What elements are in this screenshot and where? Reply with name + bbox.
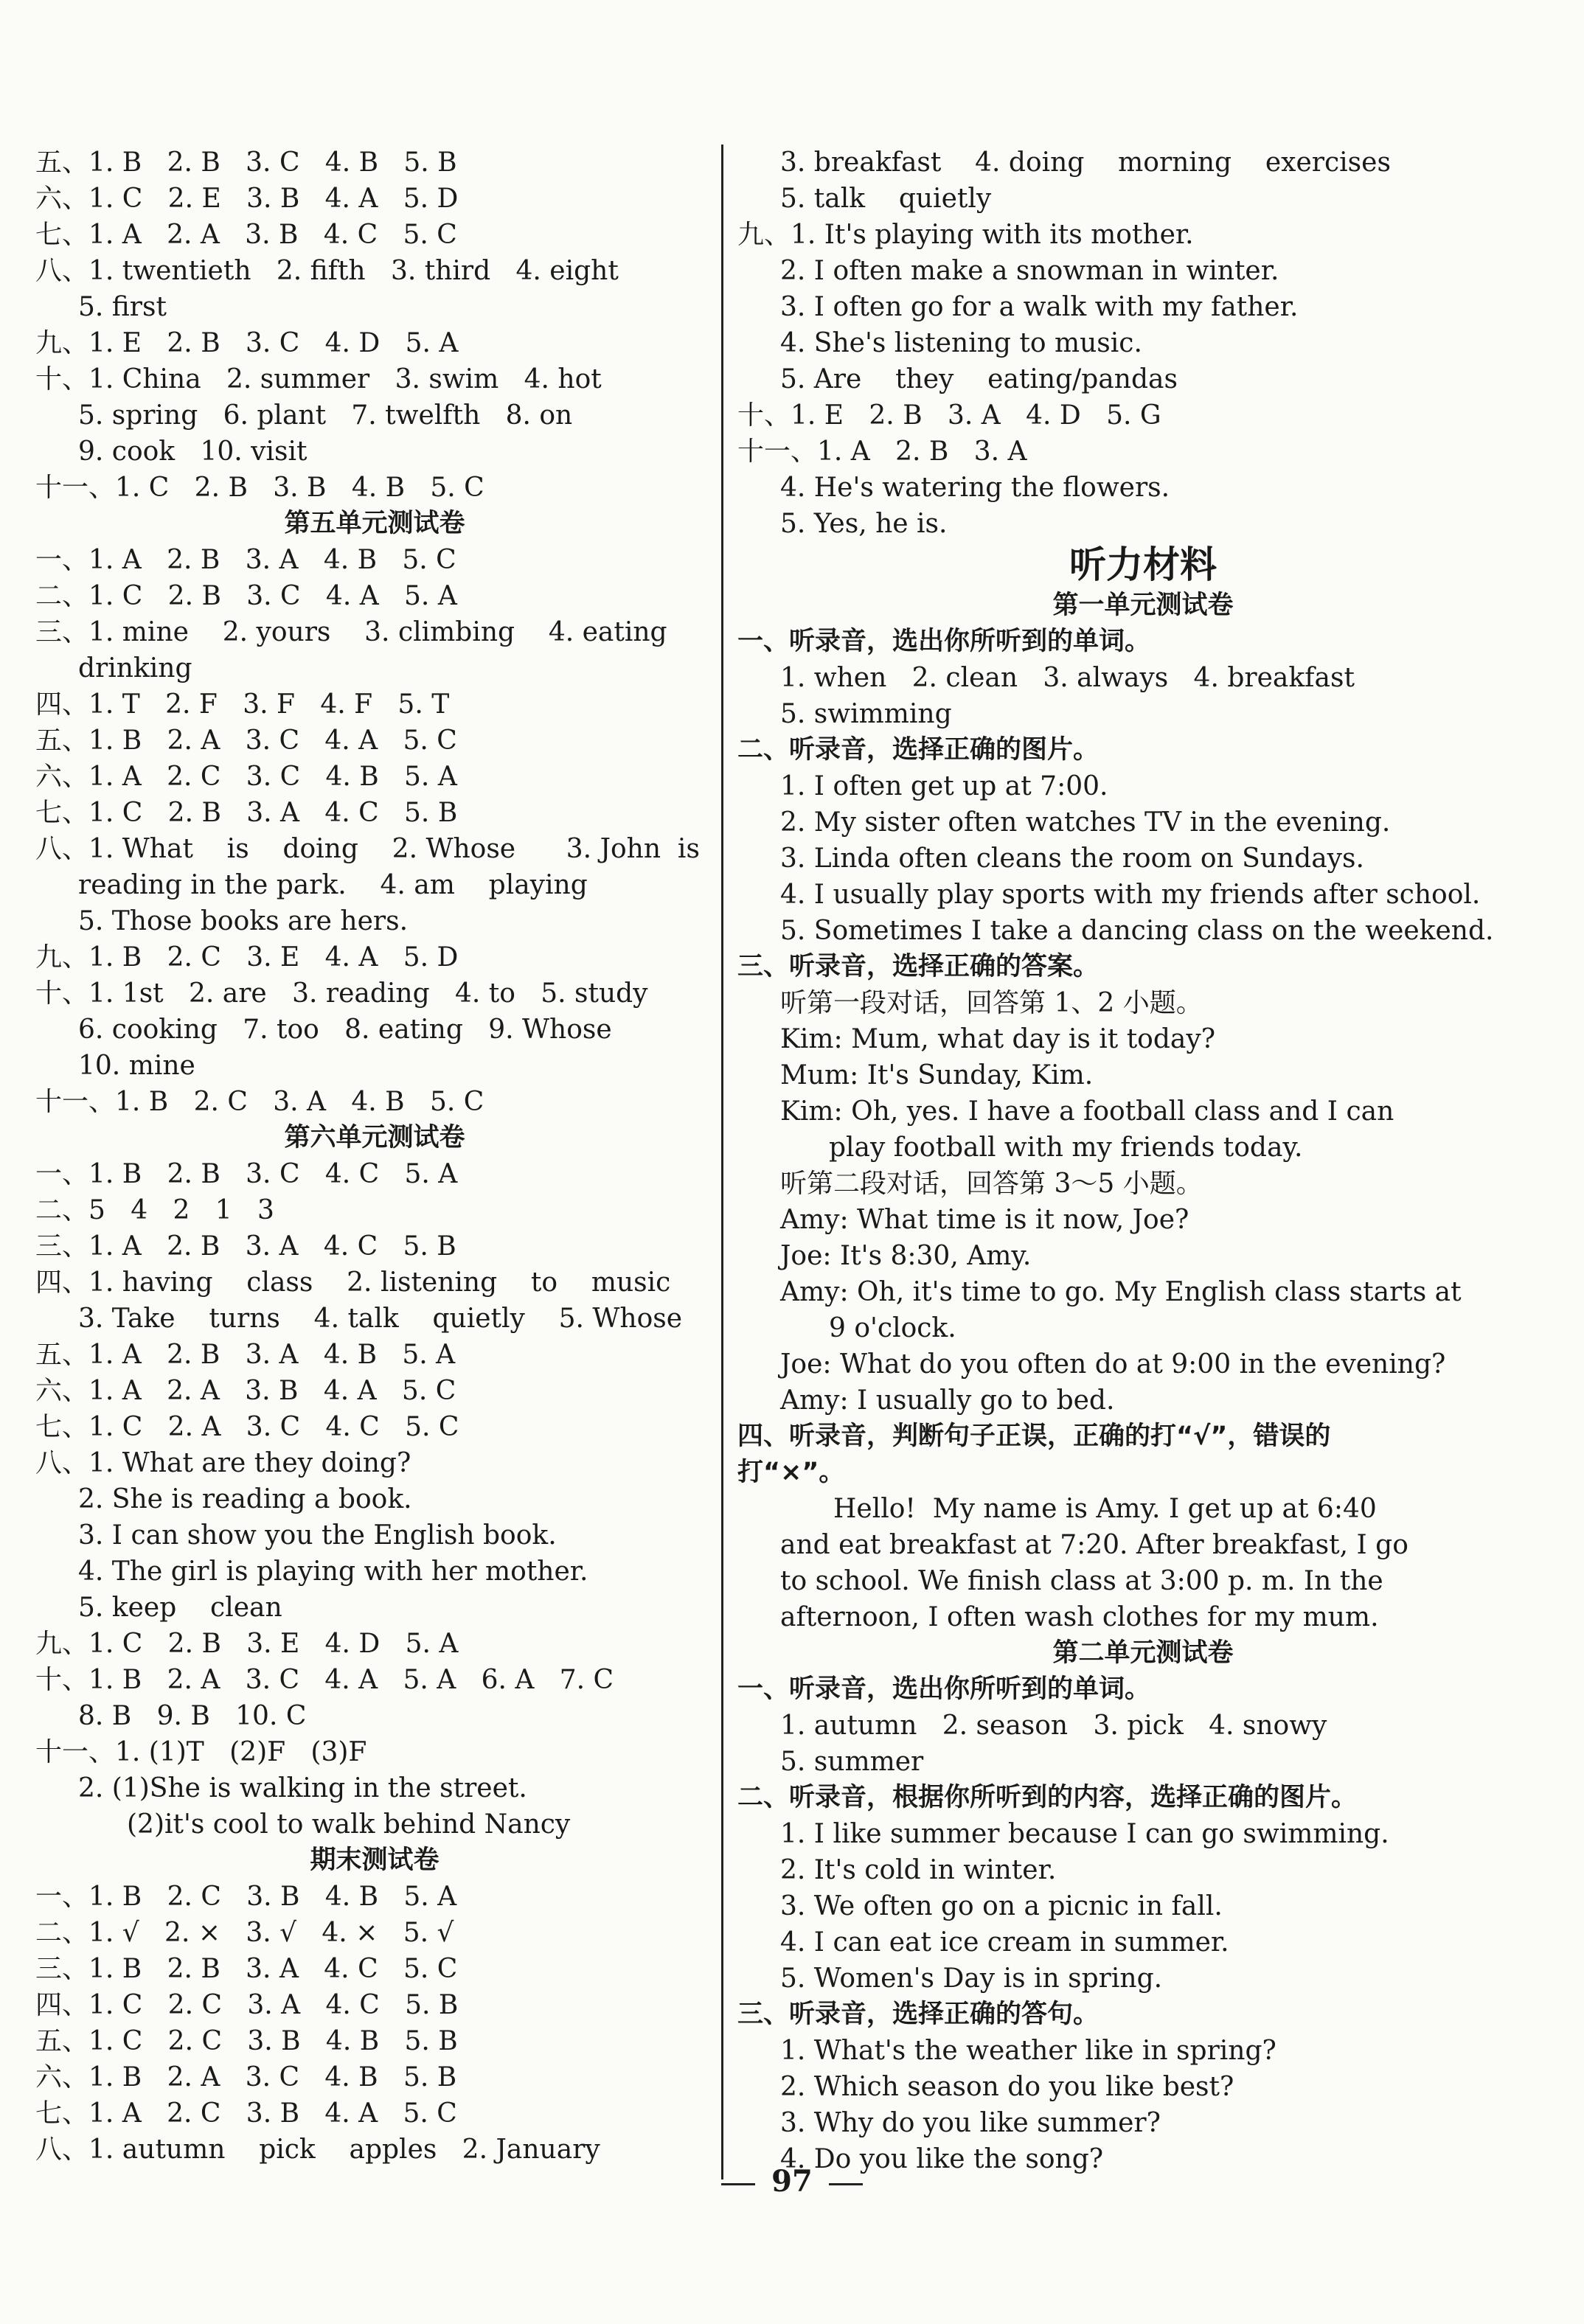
left-answer-line: 二、1. √ 2. × 3. √ 4. × 5. √: [35, 1918, 454, 1948]
right-answer-line: Kim: Mum, what day is it today?: [780, 1024, 1215, 1054]
right-answer-line: play football with my friends today.: [829, 1133, 1303, 1163]
left-answer-line: 八、1. twentieth 2. fifth 3. third 4. eight: [35, 256, 619, 286]
left-answer-line: 七、1. C 2. A 3. C 4. C 5. C: [35, 1412, 459, 1442]
right-answer-line: 3. Why do you like summer?: [780, 2108, 1161, 2138]
left-answer-line: 四、1. C 2. C 3. A 4. C 5. B: [35, 1990, 459, 2020]
left-column: [35, 145, 714, 2168]
left-answer-line: 5. Those books are hers.: [78, 906, 409, 936]
left-answer-line: 十一、1. (1)T (2)F (3)F: [35, 1737, 367, 1767]
left-answer-line: 九、1. C 2. B 3. E 4. D 5. A: [35, 1629, 459, 1659]
left-answer-line: 三、1. mine 2. yours 3. climbing 4. eating: [35, 617, 667, 647]
left-answer-line: 3. Take turns 4. talk quietly 5. Whose: [78, 1304, 683, 1334]
right-answer-line: 1. autumn 2. season 3. pick 4. snowy: [780, 1711, 1327, 1741]
right-answer-line: 5. talk quietly: [780, 184, 992, 214]
right-answer-line: Hello! My name is Amy. I get up at 6:40: [833, 1494, 1377, 1524]
left-answer-line: 9. cook 10. visit: [78, 436, 308, 467]
left-answer-line: 3. I can show you the English book.: [78, 1520, 557, 1551]
right-answer-line: 5. Are they eating/pandas: [780, 364, 1178, 394]
right-answer-line: 3. Linda often cleans the room on Sundays.: [780, 843, 1364, 874]
left-answer-line: 二、5 4 2 1 3: [35, 1195, 274, 1225]
right-answer-line: 3. I often go for a walk with my father.: [780, 292, 1299, 322]
left-answer-line: 一、1. B 2. B 3. C 4. C 5. A: [35, 1159, 458, 1189]
question-instruction: 一、听录音，选出你所听到的单词。: [737, 627, 1151, 656]
left-answer-line: 5. first: [78, 292, 167, 322]
left-answer-line: 4. The girl is playing with her mother.: [78, 1556, 588, 1587]
left-answer-line: 七、1. A 2. C 3. B 4. A 5. C: [35, 2098, 457, 2129]
right-answer-line: 3. We often go on a picnic in fall.: [780, 1891, 1223, 1921]
right-answer-line: 5. summer: [780, 1747, 924, 1777]
left-answer-line: 六、1. A 2. C 3. C 4. B 5. A: [35, 762, 457, 792]
column-divider: [721, 145, 723, 2179]
right-answer-line: 听第一段对话，回答第 1、2 小题。: [780, 988, 1203, 1018]
right-answer-line: to school. We finish class at 3:00 p. m. In the: [780, 1566, 1383, 1596]
left-answer-line: 九、1. B 2. C 3. E 4. A 5. D: [35, 942, 459, 973]
question-instruction: 三、听录音，选择正确的答案。: [737, 952, 1100, 981]
listening-material-title: 听力材料: [1069, 543, 1217, 586]
left-answer-line: 5. keep clean: [78, 1593, 282, 1623]
left-answer-line: 八、1. autumn pick apples 2. January: [35, 2135, 600, 2165]
left-answer-line: 四、1. T 2. F 3. F 4. F 5. T: [35, 689, 450, 720]
question-instruction: 二、听录音，根据你所听到的内容，选择正确的图片。: [737, 1783, 1358, 1812]
right-answer-line: 5. Women's Day is in spring.: [780, 1963, 1163, 1994]
section-title: 第二单元测试卷: [1052, 1638, 1234, 1668]
question-instruction: 三、听录音，选择正确的答句。: [737, 2000, 1100, 2029]
right-answer-line: 2. I often make a snowman in winter.: [780, 256, 1279, 286]
right-answer-line: 1. I like summer because I can go swimming.: [780, 1819, 1389, 1849]
right-answer-line: and eat breakfast at 7:20. After breakfast, I go: [780, 1530, 1408, 1560]
left-answer-line: 十、1. B 2. A 3. C 4. A 5. A 6. A 7. C: [35, 1665, 614, 1695]
right-answer-line: 4. Do you like the song?: [780, 2144, 1104, 2174]
left-answer-line: 八、1. What are they doing?: [35, 1448, 411, 1478]
right-answer-line: 4. I can eat ice cream in summer.: [780, 1927, 1229, 1958]
left-answer-line: 七、1. A 2. A 3. B 4. C 5. C: [35, 220, 457, 250]
right-answer-line: 4. I usually play sports with my friends after school.: [780, 880, 1481, 910]
right-answer-line: Joe: What do you often do at 9:00 in the evening?: [780, 1349, 1446, 1380]
section-title: 第五单元测试卷: [284, 509, 465, 538]
right-answer-line: 5. Yes, he is.: [780, 509, 948, 539]
right-answer-line: 听第二段对话，回答第 3～5 小题。: [780, 1169, 1203, 1199]
left-answer-line: 十一、1. C 2. B 3. B 4. B 5. C: [35, 473, 484, 503]
left-answer-line: 十、1. China 2. summer 3. swim 4. hot: [35, 364, 602, 394]
right-answer-line: 1. when 2. clean 3. always 4. breakfast: [780, 663, 1355, 693]
left-answer-line: 六、1. C 2. E 3. B 4. A 5. D: [35, 184, 459, 214]
left-answer-line: 2. She is reading a book.: [78, 1484, 412, 1514]
right-answer-line: 十一、1. A 2. B 3. A: [737, 436, 1027, 467]
right-answer-line: 4. She's listening to music.: [780, 328, 1142, 358]
page-number: 97: [771, 2164, 813, 2199]
right-answer-line: 十、1. E 2. B 3. A 4. D 5. G: [737, 400, 1161, 431]
right-answer-line: 1. What's the weather like in spring?: [780, 2036, 1276, 2066]
left-answer-line: 五、1. A 2. B 3. A 4. B 5. A: [35, 1340, 456, 1370]
right-answer-line: 1. I often get up at 7:00.: [780, 771, 1108, 801]
footer-dash-left: [721, 2183, 755, 2185]
section-title: 第六单元测试卷: [284, 1123, 465, 1152]
left-answer-line: 十、1. 1st 2. are 3. reading 4. to 5. study: [35, 978, 648, 1009]
left-answer-line: 四、1. having class 2. listening to music: [35, 1267, 671, 1298]
left-answer-line: 8. B 9. B 10. C: [78, 1701, 307, 1731]
question-instruction: 二、听录音，选择正确的图片。: [737, 735, 1100, 765]
section-title: 期末测试卷: [310, 1845, 440, 1875]
question-instruction: 一、听录音，选出你所听到的单词。: [737, 1674, 1151, 1704]
right-answer-line: Mum: It's Sunday, Kim.: [780, 1060, 1094, 1090]
right-answer-line: Amy: I usually go to bed.: [780, 1385, 1115, 1416]
left-answer-line: 五、1. C 2. C 3. B 4. B 5. B: [35, 2026, 458, 2056]
left-answer-line: drinking: [78, 653, 192, 683]
question-instruction: 打“×”。: [737, 1458, 845, 1487]
right-answer-line: Joe: It's 8:30, Amy.: [780, 1241, 1032, 1271]
page-footer: [0, 2164, 1584, 2199]
left-answer-line: 七、1. C 2. B 3. A 4. C 5. B: [35, 798, 458, 828]
left-answer-line: 10. mine: [78, 1051, 195, 1081]
right-column: [737, 145, 1549, 2177]
left-answer-line: (2)it's cool to walk behind Nancy: [127, 1809, 571, 1840]
left-answer-line: 一、1. B 2. C 3. B 4. B 5. A: [35, 1882, 457, 1912]
right-answer-line: afternoon, I often wash clothes for my mum.: [780, 1602, 1379, 1632]
footer-dash-right: [829, 2183, 863, 2185]
left-answer-line: 6. cooking 7. too 8. eating 9. Whose: [78, 1015, 612, 1045]
right-answer-line: 2. My sister often watches TV in the evening.: [780, 807, 1391, 838]
right-answer-line: Amy: Oh, it's time to go. My English class starts at: [780, 1277, 1462, 1307]
left-answer-line: 十一、1. B 2. C 3. A 4. B 5. C: [35, 1087, 484, 1117]
left-answer-line: 六、1. A 2. A 3. B 4. A 5. C: [35, 1376, 456, 1406]
left-answer-line: 二、1. C 2. B 3. C 4. A 5. A: [35, 581, 457, 611]
right-answer-line: 2. It's cold in winter.: [780, 1855, 1057, 1885]
left-answer-line: 九、1. E 2. B 3. C 4. D 5. A: [35, 328, 459, 358]
left-answer-line: 五、1. B 2. B 3. C 4. B 5. B: [35, 147, 457, 178]
right-answer-line: Kim: Oh, yes. I have a football class and I can: [780, 1096, 1394, 1127]
left-answer-line: 5. spring 6. plant 7. twelfth 8. on: [78, 400, 573, 431]
right-answer-line: Amy: What time is it now, Joe?: [780, 1205, 1189, 1235]
question-instruction: 四、听录音，判断句子正误，正确的打“√”，错误的: [737, 1422, 1331, 1451]
right-answer-line: 九、1. It's playing with its mother.: [737, 220, 1194, 250]
left-answer-line: 八、1. What is doing 2. Whose 3. John is: [35, 834, 700, 864]
left-answer-line: 五、1. B 2. A 3. C 4. A 5. C: [35, 726, 457, 756]
right-answer-line: 3. breakfast 4. doing morning exercises: [780, 147, 1391, 178]
right-answer-line: 5. Sometimes I take a dancing class on the weekend.: [780, 916, 1494, 946]
right-answer-line: 5. swimming: [780, 699, 952, 729]
left-answer-line: 2. (1)She is walking in the street.: [78, 1773, 527, 1803]
section-title: 第一单元测试卷: [1052, 591, 1234, 620]
left-answer-line: 六、1. B 2. A 3. C 4. B 5. B: [35, 2062, 457, 2092]
right-answer-line: 2. Which season do you like best?: [780, 2072, 1234, 2102]
left-answer-line: reading in the park. 4. am playing: [78, 870, 588, 900]
left-answer-line: 三、1. B 2. B 3. A 4. C 5. C: [35, 1954, 458, 1984]
left-answer-line: 三、1. A 2. B 3. A 4. C 5. B: [35, 1231, 456, 1262]
right-answer-line: 4. He's watering the flowers.: [780, 473, 1170, 503]
right-answer-line: 9 o'clock.: [829, 1313, 956, 1343]
left-answer-line: 一、1. A 2. B 3. A 4. B 5. C: [35, 545, 456, 575]
